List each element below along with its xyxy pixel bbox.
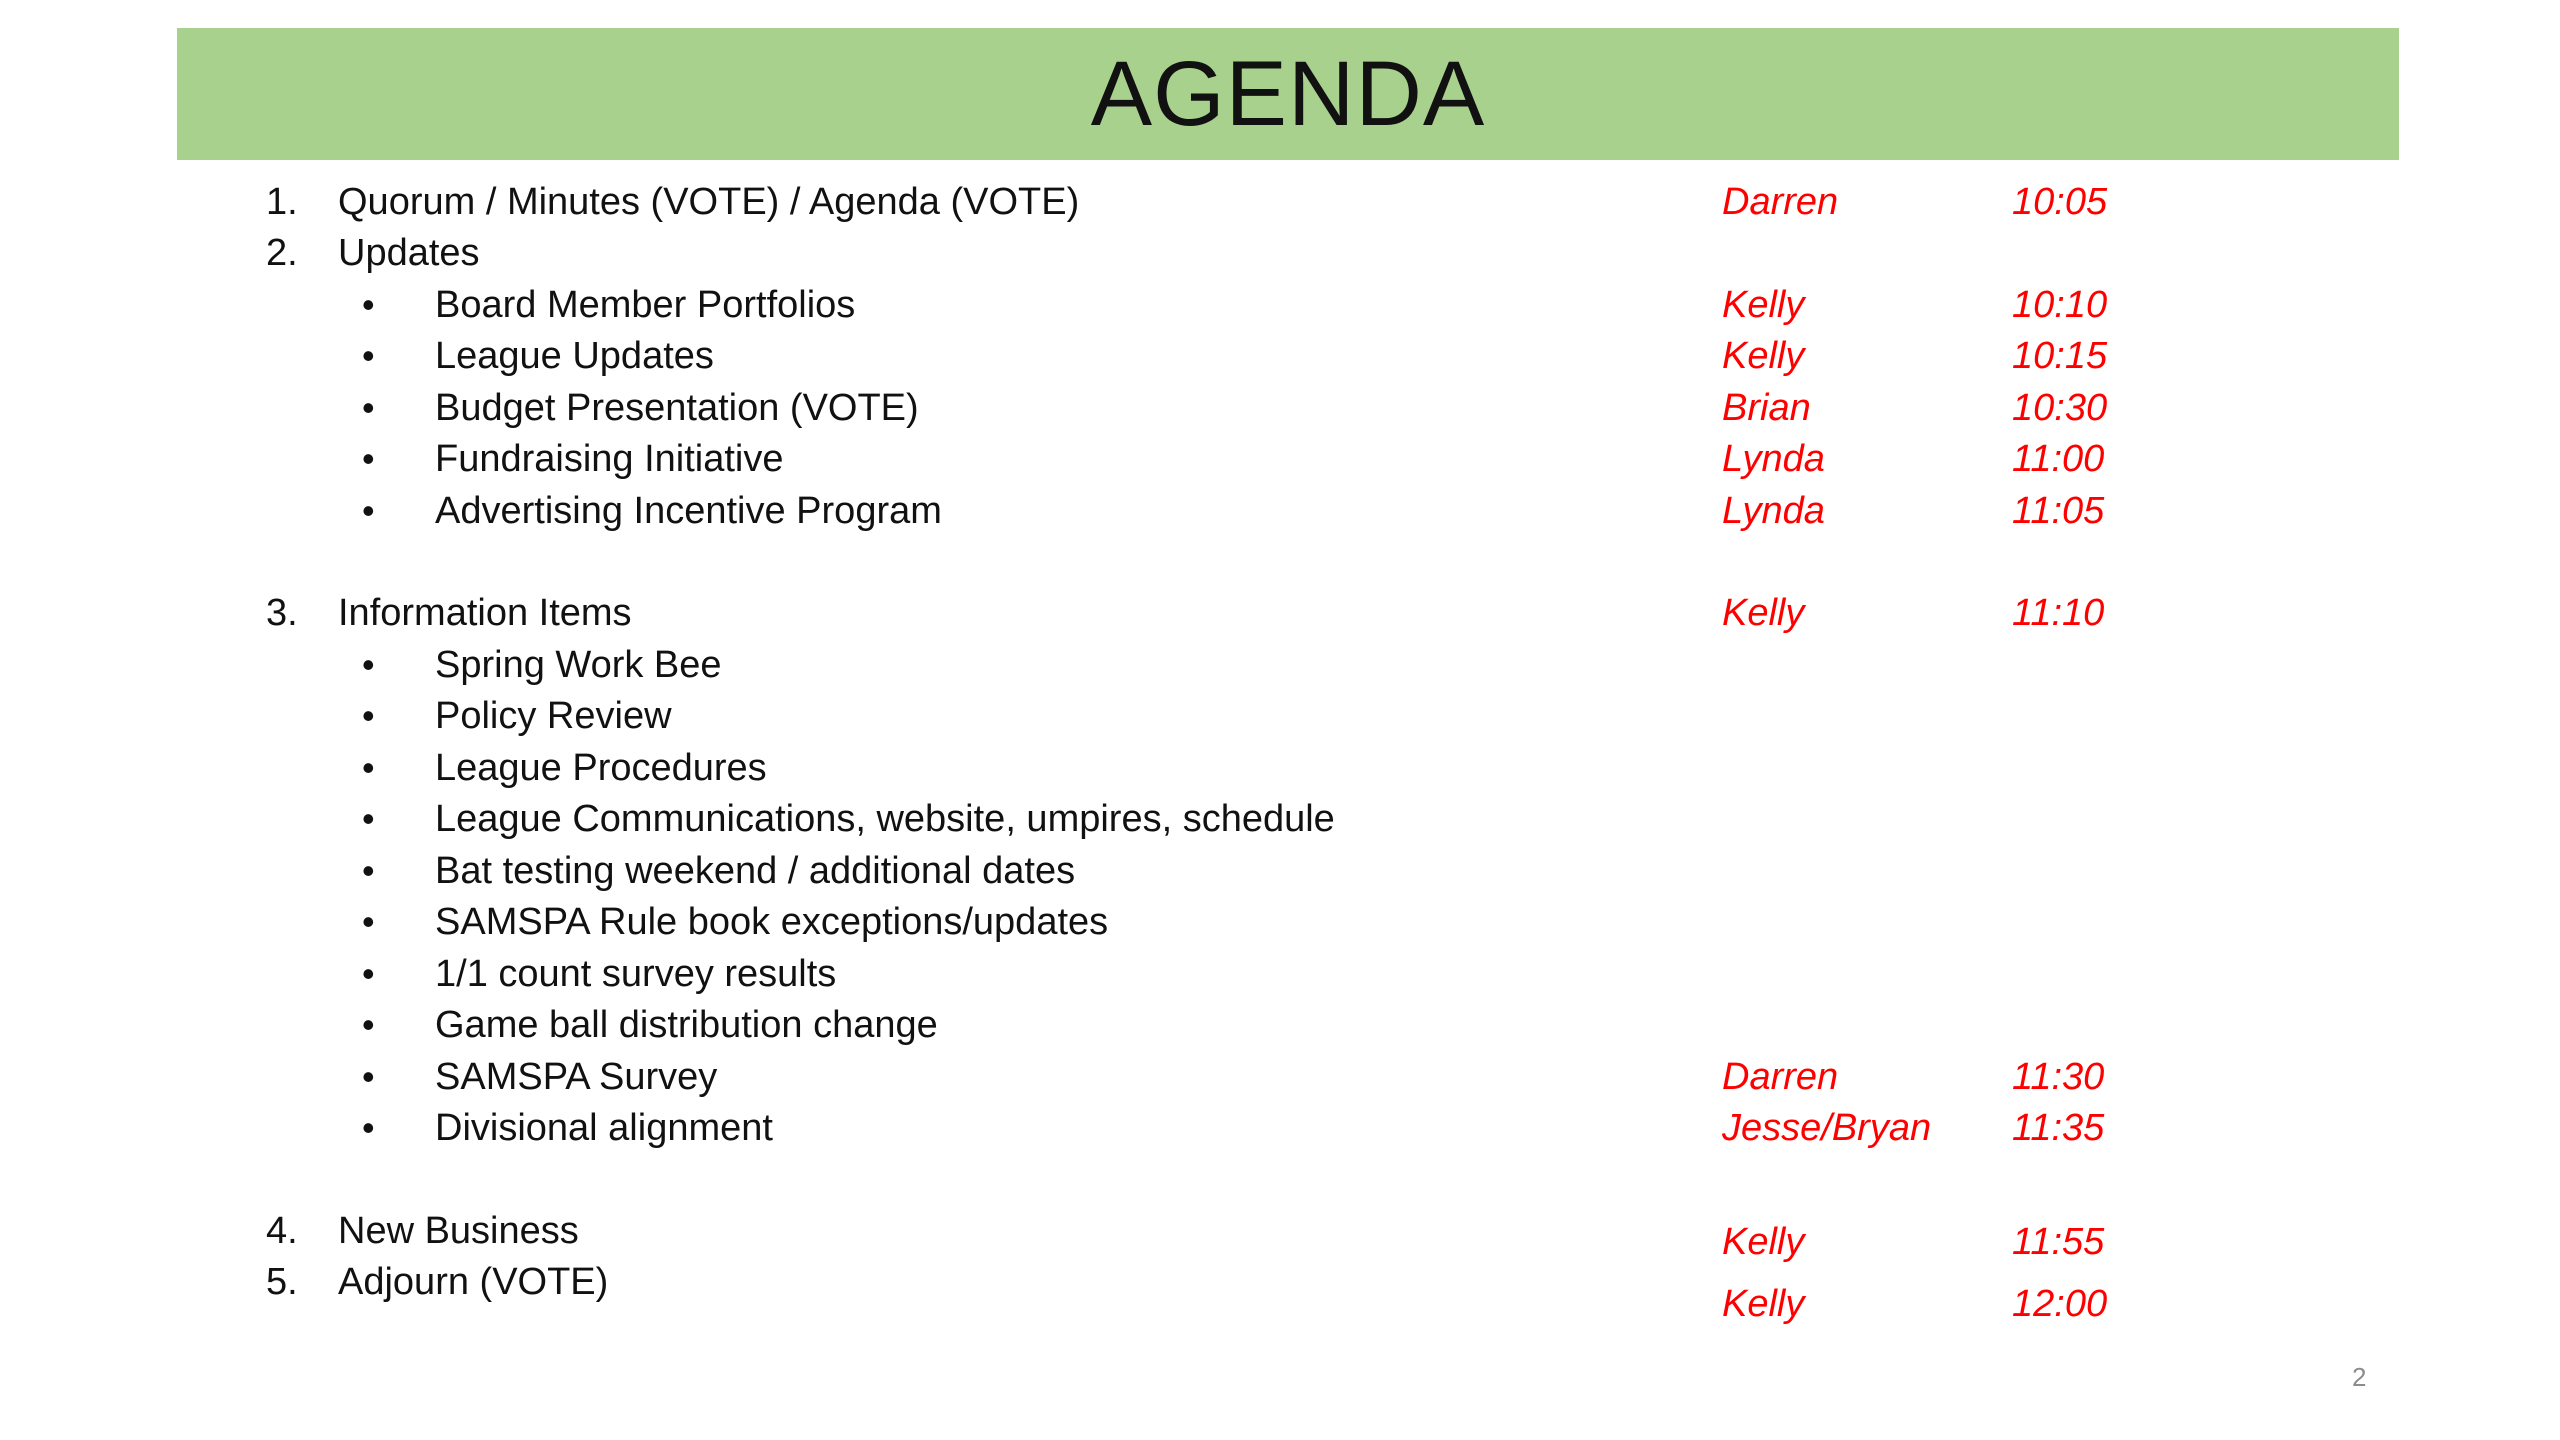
presenter: Kelly xyxy=(1722,284,1805,326)
item-text: Updates xyxy=(338,232,480,274)
presenter: Jesse/Bryan xyxy=(1722,1107,1932,1149)
subitem-text: Advertising Incentive Program xyxy=(435,490,942,532)
agenda-subitem xyxy=(0,1102,2560,1154)
time: 11:55 xyxy=(2012,1221,2105,1263)
bullet-icon: • xyxy=(362,850,375,891)
item-text: Information Items xyxy=(338,592,632,634)
bullet-icon: • xyxy=(362,1107,375,1148)
time: 10:15 xyxy=(2012,335,2108,377)
bullet-icon: • xyxy=(362,387,375,428)
subitem-text: Policy Review xyxy=(435,695,672,737)
time: 11:00 xyxy=(2012,438,2105,480)
agenda-item-5-meta xyxy=(0,1278,2560,1330)
presenter: Kelly xyxy=(1722,1221,1805,1263)
item-number: 5. xyxy=(266,1261,298,1303)
item-text: Adjourn (VOTE) xyxy=(338,1261,609,1303)
bullet-icon: • xyxy=(362,1056,375,1097)
agenda-subitem xyxy=(0,845,2560,897)
bullet-icon: • xyxy=(362,1004,375,1045)
time: 12:00 xyxy=(2012,1283,2108,1325)
presenter: Darren xyxy=(1722,181,1839,223)
item-number: 1. xyxy=(266,181,298,223)
agenda-subitem xyxy=(0,999,2560,1051)
time: 10:10 xyxy=(2012,284,2108,326)
presenter: Kelly xyxy=(1722,592,1805,634)
subitem-text: Fundraising Initiative xyxy=(435,438,784,480)
bullet-icon: • xyxy=(362,798,375,839)
bullet-icon: • xyxy=(362,901,375,942)
bullet-icon: • xyxy=(362,335,375,376)
agenda-subitem xyxy=(0,793,2560,845)
agenda-subitem xyxy=(0,690,2560,742)
item-number: 2. xyxy=(266,232,298,274)
agenda-subitem xyxy=(0,1051,2560,1103)
presenter: Kelly xyxy=(1722,335,1805,377)
title-bar xyxy=(177,28,2399,160)
bullet-icon: • xyxy=(362,695,375,736)
presenter: Brian xyxy=(1722,387,1811,429)
subitem-text: 1/1 count survey results xyxy=(435,953,837,995)
presenter: Darren xyxy=(1722,1056,1839,1098)
agenda-item-2 xyxy=(0,227,2560,279)
bullet-icon: • xyxy=(362,747,375,788)
presenter: Kelly xyxy=(1722,1283,1805,1325)
subitem-text: SAMSPA Survey xyxy=(435,1056,718,1098)
slide-title: AGENDA xyxy=(1090,43,1486,145)
bullet-icon: • xyxy=(362,490,375,531)
agenda-subitem xyxy=(0,279,2560,331)
item-number: 4. xyxy=(266,1210,298,1252)
bullet-icon: • xyxy=(362,644,375,685)
subitem-text: League Updates xyxy=(435,335,714,377)
time: 11:35 xyxy=(2012,1107,2105,1149)
agenda-subitem xyxy=(0,896,2560,948)
subitem-text: SAMSPA Rule book exceptions/updates xyxy=(435,901,1109,943)
subitem-text: Budget Presentation (VOTE) xyxy=(435,387,919,429)
bullet-icon: • xyxy=(362,953,375,994)
subitem-text: Bat testing weekend / additional dates xyxy=(435,850,1076,892)
item-text: Quorum / Minutes (VOTE) / Agenda (VOTE) xyxy=(338,181,1080,223)
agenda-subitem xyxy=(0,485,2560,537)
page-number: 2 xyxy=(2352,1362,2367,1392)
subitem-text: League Communications, website, umpires, schedule xyxy=(435,798,1335,840)
presenter: Lynda xyxy=(1722,438,1825,480)
time: 11:30 xyxy=(2012,1056,2105,1098)
subitem-text: Spring Work Bee xyxy=(435,644,722,686)
presenter: Lynda xyxy=(1722,490,1825,532)
time: 10:30 xyxy=(2012,387,2108,429)
agenda-subitem xyxy=(0,639,2560,691)
agenda-subitem xyxy=(0,433,2560,485)
item-number: 3. xyxy=(266,592,298,634)
subitem-text: Game ball distribution change xyxy=(435,1004,938,1046)
agenda-subitem xyxy=(0,948,2560,1000)
time: 10:05 xyxy=(2012,181,2108,223)
agenda-subitem xyxy=(0,742,2560,794)
agenda-item-1 xyxy=(0,176,2560,228)
bullet-icon: • xyxy=(362,438,375,479)
item-text: New Business xyxy=(338,1210,579,1252)
subitem-text: League Procedures xyxy=(435,747,767,789)
agenda-subitem xyxy=(0,382,2560,434)
time: 11:10 xyxy=(2012,592,2105,634)
agenda-subitem xyxy=(0,330,2560,382)
bullet-icon: • xyxy=(362,284,375,325)
subitem-text: Board Member Portfolios xyxy=(435,284,856,326)
time: 11:05 xyxy=(2012,490,2105,532)
subitem-text: Divisional alignment xyxy=(435,1107,773,1149)
agenda-item-3 xyxy=(0,587,2560,639)
